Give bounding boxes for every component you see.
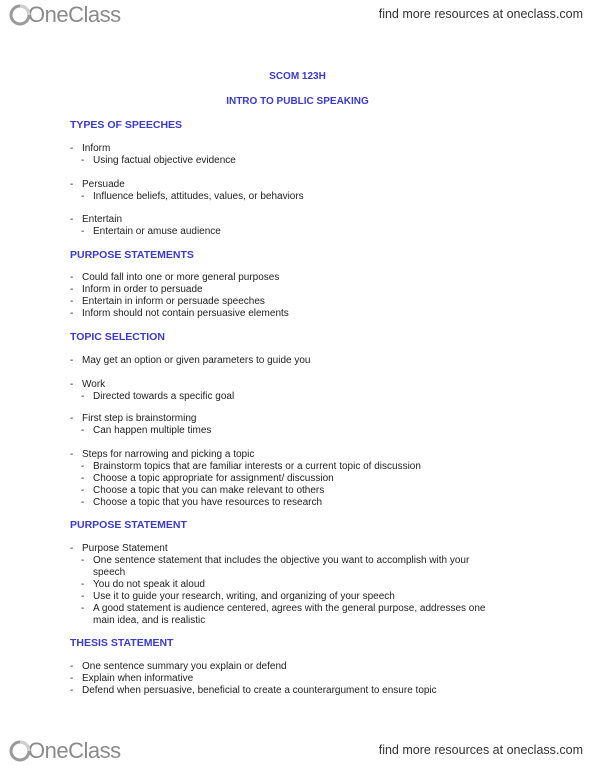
- bullet-dash: -: [70, 685, 74, 696]
- list-item: - Inform in order to persuade: [70, 284, 203, 295]
- bullet-dash: -: [81, 591, 85, 602]
- bullet-dash: -: [70, 308, 74, 319]
- bullet-dash: -: [70, 296, 74, 307]
- list-item: - Steps for narrowing and picking a topic: [70, 449, 255, 460]
- bullet-dash: -: [70, 379, 74, 390]
- bullet-dash: -: [70, 543, 74, 554]
- section-heading-types-of-speeches: TYPES OF SPEECHES: [70, 119, 183, 131]
- bullet-dash: -: [70, 272, 74, 283]
- list-item: - Explain when informative: [70, 673, 194, 684]
- bullet-dash: -: [70, 449, 74, 460]
- bullet-dash: -: [70, 355, 74, 366]
- list-item: - Defend when persuasive, beneficial to create a counterargument to ensure topic: [70, 685, 437, 696]
- list-item: - Persuade: [70, 179, 125, 190]
- list-item: - Entertain in inform or persuade speeches: [70, 296, 265, 307]
- bullet-dash: -: [70, 413, 74, 424]
- sub-list-item: - Can happen multiple times: [81, 425, 212, 436]
- sub-list-item: - Using factual objective evidence: [81, 155, 236, 166]
- sub-list-item-continuation: main idea, and is realistic: [93, 615, 206, 626]
- section-heading-topic-selection: TOPIC SELECTION: [70, 331, 165, 343]
- bullet-dash: -: [81, 391, 85, 402]
- list-item: - Work: [70, 379, 106, 390]
- sub-list-item-continuation: speech: [93, 567, 126, 578]
- sub-list-item: - Entertain or amuse audience: [81, 226, 221, 237]
- bullet-dash: -: [81, 579, 85, 590]
- list-item: - Could fall into one or more general purposes: [70, 272, 280, 283]
- sub-list-item: - Choose a topic that you have resources to research: [81, 497, 323, 508]
- list-item: - Entertain: [70, 214, 123, 225]
- bullet-dash: -: [81, 555, 85, 566]
- sub-list-item: - Use it to guide your research, writing, and organizing of your speech: [81, 591, 395, 602]
- sub-list-item: - Choose a topic appropriate for assignment/ discussion: [81, 473, 334, 484]
- list-item: - One sentence summary you explain or defend: [70, 661, 287, 672]
- sub-list-item: - Influence beliefs, attitudes, values, or behaviors: [81, 191, 304, 202]
- list-item: - Purpose Statement: [70, 543, 168, 554]
- bullet-dash: -: [81, 497, 85, 508]
- section-heading-purpose-statement: PURPOSE STATEMENT: [70, 519, 187, 531]
- page-footer: [0, 736, 595, 770]
- sub-list-item: - Directed towards a specific goal: [81, 391, 235, 402]
- bullet-dash: -: [81, 473, 85, 484]
- bullet-dash: -: [81, 155, 85, 166]
- logo-text: OneClass: [28, 2, 121, 27]
- bullet-dash: -: [81, 603, 85, 614]
- sub-list-item: - You do not speak it aloud: [81, 579, 205, 590]
- sub-list-item: - A good statement is audience centered, agrees with the general purpose, addresses one: [81, 603, 486, 614]
- list-item: - Inform: [70, 143, 111, 154]
- bullet-dash: -: [70, 143, 74, 154]
- sub-list-item: - Choose a topic that you can make relevant to others: [81, 485, 325, 496]
- bullet-dash: -: [81, 191, 85, 202]
- section-heading-thesis-statement: THESIS STATEMENT: [70, 637, 174, 649]
- course-title: INTRO TO PUBLIC SPEAKING: [226, 96, 369, 107]
- sub-list-item: - One sentence statement that includes the objective you want to accomplish with your: [81, 555, 470, 566]
- bullet-dash: -: [70, 214, 74, 225]
- course-code: SCOM 123H: [269, 71, 326, 82]
- bullet-dash: -: [70, 661, 74, 672]
- bullet-dash: -: [81, 226, 85, 237]
- footer-tagline-link[interactable]: find more resources at oneclass.com: [378, 743, 583, 757]
- bullet-dash: -: [70, 179, 74, 190]
- bullet-dash: -: [81, 485, 85, 496]
- header-tagline-link[interactable]: find more resources at oneclass.com: [378, 7, 583, 21]
- sub-list-item: - Brainstorm topics that are familiar interests or a current topic of discussion: [81, 461, 421, 472]
- logo-text: OneClass: [28, 738, 121, 763]
- bullet-dash: -: [70, 673, 74, 684]
- list-item: - First step is brainstorming: [70, 413, 197, 424]
- bullet-dash: -: [81, 425, 85, 436]
- bullet-dash: -: [70, 284, 74, 295]
- oneclass-logo-icon: [8, 738, 34, 764]
- list-item: - May get an option or given parameters to guide you: [70, 355, 311, 366]
- bullet-dash: -: [81, 461, 85, 472]
- section-heading-purpose-statements: PURPOSE STATEMENTS: [70, 249, 194, 261]
- list-item: - Inform should not contain persuasive elements: [70, 308, 289, 319]
- oneclass-logo[interactable]: [8, 738, 121, 764]
